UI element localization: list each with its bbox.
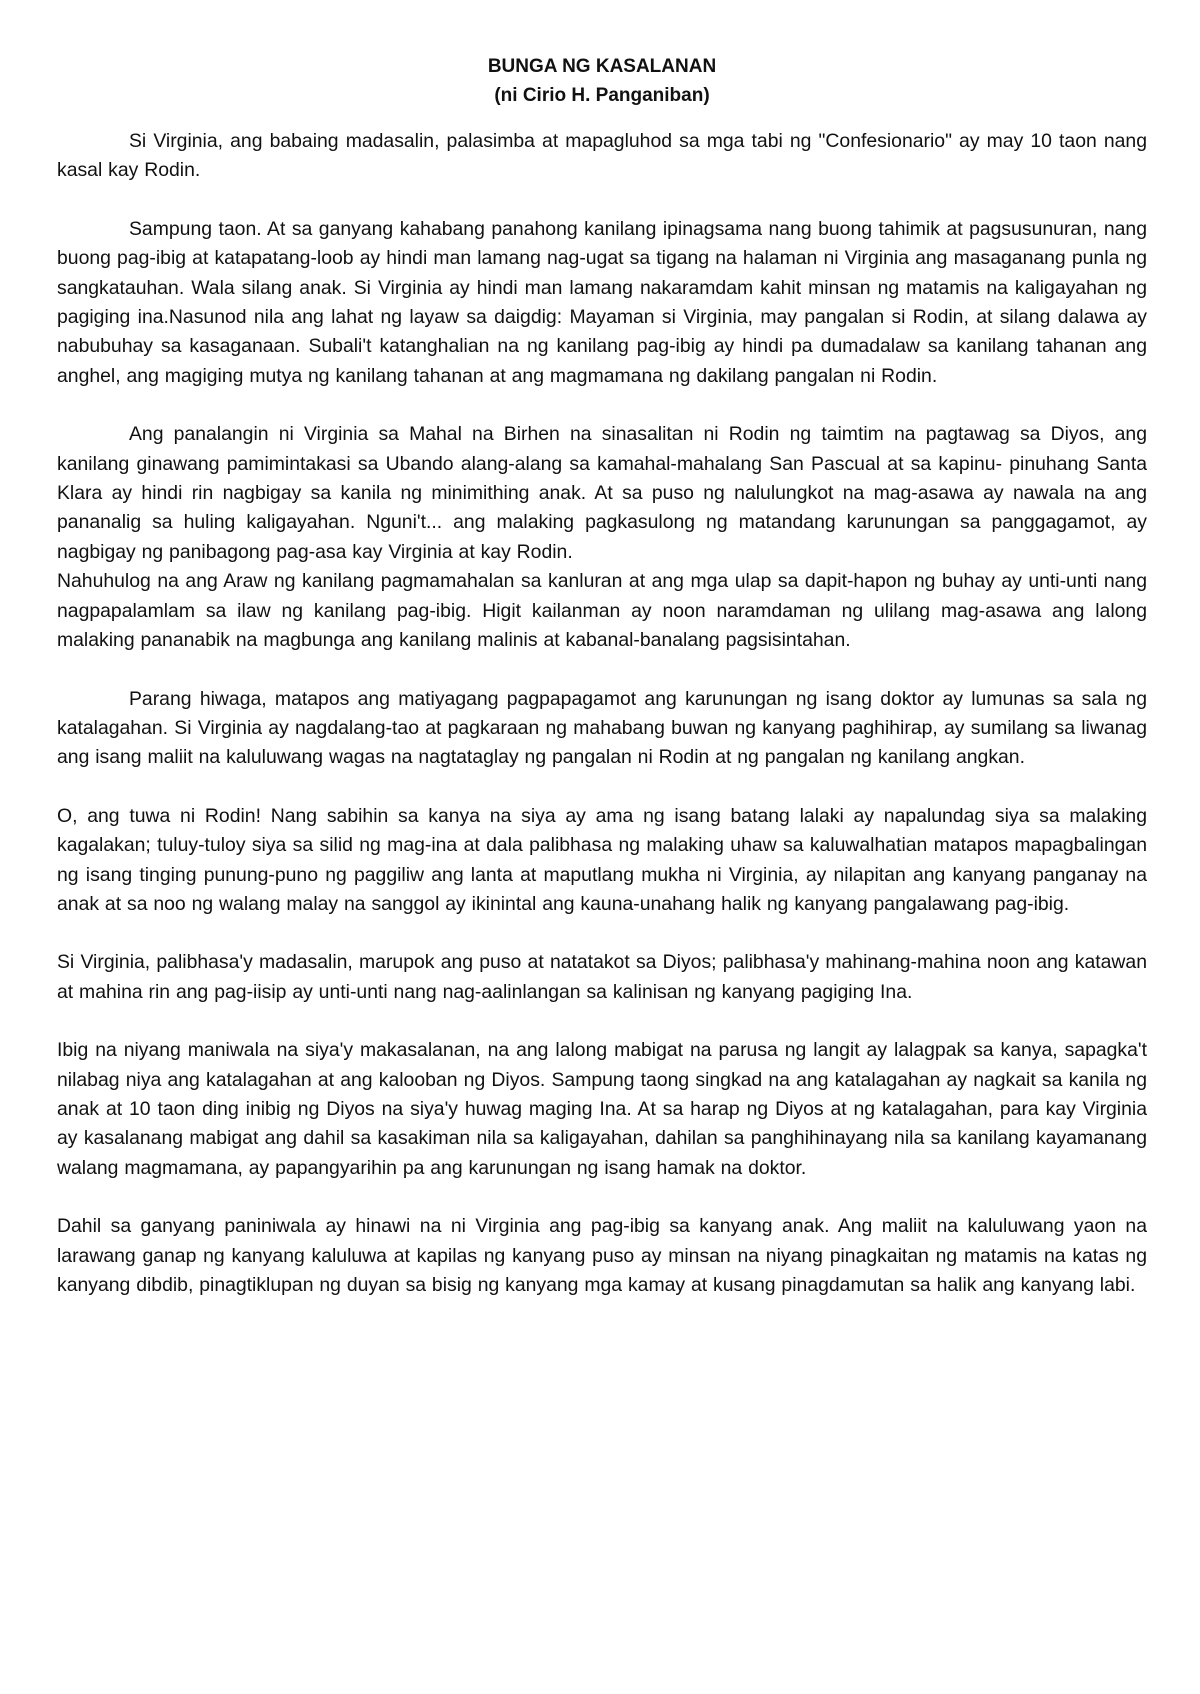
paragraph: O, ang tuwa ni Rodin! Nang sabihin sa kanya na siya ay ama ng isang batang lalaki ay napalundag siya sa malaking kagalakan; tuluy-tuloy siya sa silid ng mag-ina at dala palibhasa ng malaking uhaw sa kaluwalhatian matapos mapagbalingan ng isang tinging punung-puno ng paggiliw ang lanta at maputlang mukha ni Virginia, ay nilapitan ang kanyang panganay na anak at sa noo ng walang malay na sanggol ay ikinintal ang kauna-unahang halik ng kanyang pangalawang pag-ibig. xyxy=(57,804,1147,915)
paragraph: Parang hiwaga, matapos ang matiyagang pagpapagamot ang karunungan ng isang doktor ay lumunas sa sala ng katalagahan. Si Virginia ay nagdalang-tao at pagkaraan ng mahabang buwan ng kanyang paghihirap, ay sumilang sa liwanag ang isang maliit na kaluluwang wagas na nagtataglay ng pangalan ni Rodin at ng pangalan ng kanilang angkan. xyxy=(57,687,1147,769)
paragraph: Ibig na niyang maniwala na siya'y makasalanan, na ang lalong mabigat na parusa ng langit ay lalagpak sa kanya, sapagka't nilabag niya ang katalagahan at ang kalooban ng Diyos. Sampung taong singkad na ang katalagahan ay nagkait sa kanila ng anak at 10 taon ding inibig ng Diyos na siya'y huwag maging Ina. At sa harap ng Diyos at ng katalagahan, para kay Virginia ay kasalanang mabigat ang dahil sa kasakiman nila sa kaligayahan, dahilan sa panghihinayang nila sa kanilang kayamanang walang magmamana, ay papangyarihin pa ang karunungan ng isang hamak na doktor. xyxy=(57,1039,1147,1179)
paragraph: Nahuhulog na ang Araw ng kanilang pagmamahalan sa kanluran at ang mga ulap sa dapit-hapon ng buhay ay unti-unti nang nagpapalamlam sa ilaw ng kanilang pag-ibig. Higit kailanman ay noon naramdaman ng ulilang mag-asawa ang lalong malaking pananabik na magbunga ang kanilang malinis at kabanal-banalang pagsisintahan. xyxy=(57,570,1147,652)
paragraph: Si Virginia, palibhasa'y madasalin, marupok ang puso at natatakot sa Diyos; palibhasa'y mahinang-mahina noon ang katawan at mahina rin ang pag-iisip ay unti-unti nang nag-aalinlangan sa kalinisan ng kanyang pagiging Ina. xyxy=(57,951,1147,1003)
document-author: (ni Cirio H. Panganiban) xyxy=(494,85,710,106)
paragraph: Si Virginia, ang babaing madasalin, palasimba at mapagluhod sa mga tabi ng "Confesionario" ay may 10 taon nang kasal kay Rodin. xyxy=(57,130,1147,182)
document-title: BUNGA NG KASALANAN xyxy=(487,56,717,77)
document-page xyxy=(57,52,1147,1329)
paragraph: Dahil sa ganyang paniniwala ay hinawi na ni Virginia ang pag-ibig sa kanyang anak. Ang maliit na kaluluwang yaon na larawang ganap ng kanyang kaluluwa at kapilas ng kanyang puso ay minsan na niyang pinagkaitan ng matamis na katas ng kanyang dibdib, pinagtiklupan ng duyan sa bisig ng kanyang mga kamay at kusang pinagdamutan sa halik ang kanyang labi. xyxy=(57,1215,1147,1296)
paragraph: Ang panalangin ni Virginia sa Mahal na Birhen na sinasalitan ni Rodin ng taimtim na pagtawag sa Diyos, ang kanilang ginawang pamimintakasi sa Ubando alang-alang sa kamahal-mahalang San Pascual at sa kapinu- pinuhang Santa Klara ay hindi rin nagbigay sa kanila ng minimithing anak. At sa puso ng nalulungkot na mag-asawa ay nawala na ang pananalig sa huling kaligayahan. Nguni't... ang malaking pagkasulong ng matandang karunungan sa panggagamot, ay nagbigay ng panibagong pag-asa kay Virginia at kay Rodin. xyxy=(57,423,1147,563)
paragraph: Sampung taon. At sa ganyang kahabang panahong kanilang ipinagsama nang buong tahimik at pagsusunuran, nang buong pag-ibig at katapatang-loob ay hindi man lamang nag-ugat sa tigang na halaman ni Virginia ang masaganang punla ng sangkatauhan. Wala silang anak. Si Virginia ay hindi man lamang nakaramdam kahit minsan ng matamis na kaligayahan ng pagiging ina.Nasunod nila ang lahat ng layaw sa daigdig: Mayaman si Virginia, may pangalan si Rodin, at silang dalawa ay nabubuhay sa kasaganaan. Subali't katanghalian na ng kanilang pag-ibig ay hindi pa dumadalaw sa kanilang tahanan ang anghel, ang magiging mutya ng kanilang tahanan at ang magmamana ng dakilang pangalan ni Rodin. xyxy=(57,217,1147,387)
